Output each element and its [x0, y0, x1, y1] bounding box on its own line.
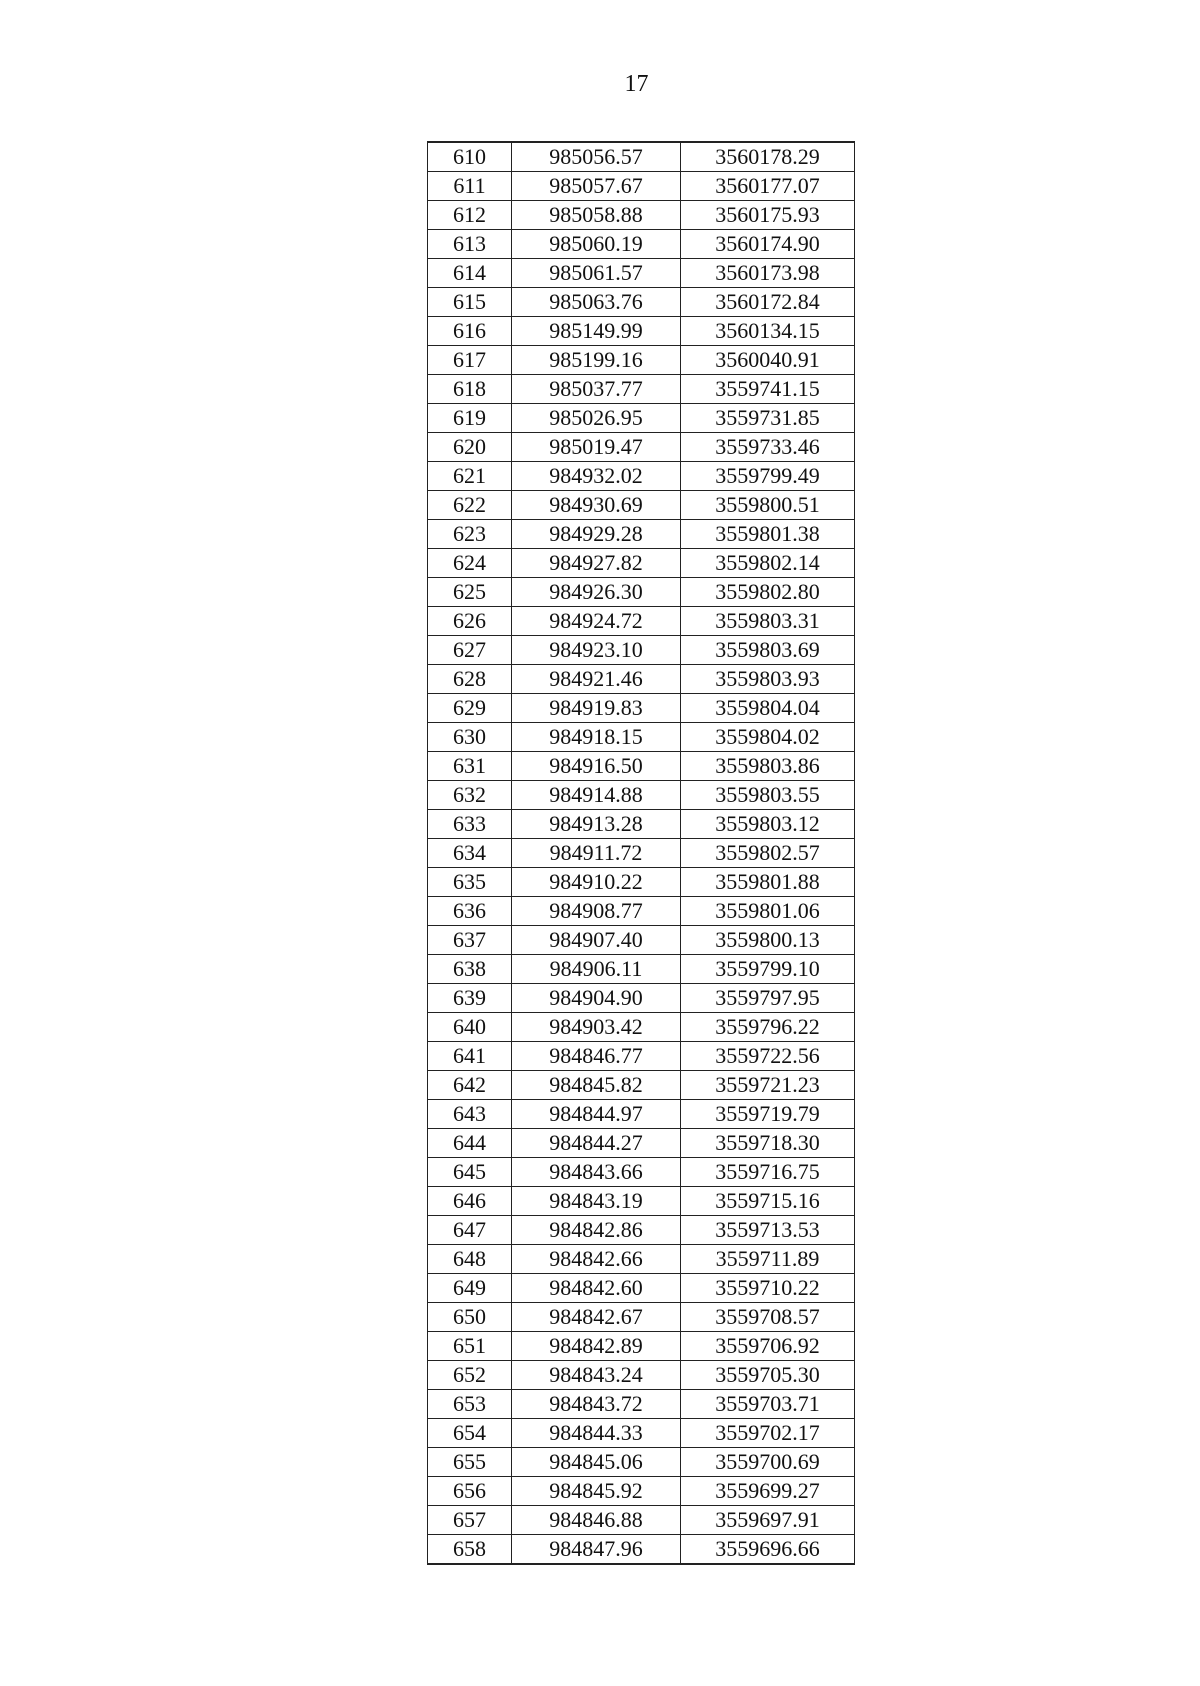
- y-coordinate-cell: 3559731.85: [681, 404, 855, 433]
- point-number-cell: 612: [428, 201, 512, 230]
- x-coordinate-cell: 984911.72: [512, 839, 681, 868]
- point-number-cell: 632: [428, 781, 512, 810]
- x-coordinate-cell: 984932.02: [512, 462, 681, 491]
- table-row: [428, 1042, 855, 1071]
- table-row: [428, 375, 855, 404]
- y-coordinate-cell: 3559721.23: [681, 1071, 855, 1100]
- table-row: [428, 1158, 855, 1187]
- table-row: [428, 636, 855, 665]
- table-row: [428, 694, 855, 723]
- x-coordinate-cell: 985060.19: [512, 230, 681, 259]
- point-number-cell: 653: [428, 1390, 512, 1419]
- x-coordinate-cell: 984844.33: [512, 1419, 681, 1448]
- point-number-cell: 645: [428, 1158, 512, 1187]
- point-number-cell: 637: [428, 926, 512, 955]
- x-coordinate-cell: 984844.97: [512, 1100, 681, 1129]
- point-number-cell: 621: [428, 462, 512, 491]
- table-row: [428, 839, 855, 868]
- y-coordinate-cell: 3560175.93: [681, 201, 855, 230]
- point-number-cell: 631: [428, 752, 512, 781]
- point-number-cell: 649: [428, 1274, 512, 1303]
- point-number-cell: 639: [428, 984, 512, 1013]
- table-row: [428, 897, 855, 926]
- point-number-cell: 626: [428, 607, 512, 636]
- table-row: [428, 1071, 855, 1100]
- table-row: [428, 1535, 855, 1565]
- point-number-cell: 629: [428, 694, 512, 723]
- y-coordinate-cell: 3559804.04: [681, 694, 855, 723]
- point-number-cell: 613: [428, 230, 512, 259]
- y-coordinate-cell: 3559803.86: [681, 752, 855, 781]
- y-coordinate-cell: 3559800.51: [681, 491, 855, 520]
- point-number-cell: 618: [428, 375, 512, 404]
- table-row: [428, 1187, 855, 1216]
- y-coordinate-cell: 3559796.22: [681, 1013, 855, 1042]
- x-coordinate-cell: 984843.24: [512, 1361, 681, 1390]
- x-coordinate-cell: 984913.28: [512, 810, 681, 839]
- point-number-cell: 634: [428, 839, 512, 868]
- y-coordinate-cell: 3560040.91: [681, 346, 855, 375]
- table-row: [428, 578, 855, 607]
- point-number-cell: 638: [428, 955, 512, 984]
- table-row: [428, 1448, 855, 1477]
- y-coordinate-cell: 3559803.12: [681, 810, 855, 839]
- point-number-cell: 624: [428, 549, 512, 578]
- point-number-cell: 636: [428, 897, 512, 926]
- x-coordinate-cell: 984903.42: [512, 1013, 681, 1042]
- x-coordinate-cell: 984845.82: [512, 1071, 681, 1100]
- y-coordinate-cell: 3559710.22: [681, 1274, 855, 1303]
- point-number-cell: 623: [428, 520, 512, 549]
- y-coordinate-cell: 3559722.56: [681, 1042, 855, 1071]
- y-coordinate-cell: 3559718.30: [681, 1129, 855, 1158]
- y-coordinate-cell: 3559804.02: [681, 723, 855, 752]
- x-coordinate-cell: 984842.67: [512, 1303, 681, 1332]
- coordinate-table: [427, 141, 855, 1565]
- table-row: [428, 549, 855, 578]
- y-coordinate-cell: 3559803.93: [681, 665, 855, 694]
- x-coordinate-cell: 984908.77: [512, 897, 681, 926]
- x-coordinate-cell: 985037.77: [512, 375, 681, 404]
- y-coordinate-cell: 3559705.30: [681, 1361, 855, 1390]
- y-coordinate-cell: 3559801.06: [681, 897, 855, 926]
- x-coordinate-cell: 984918.15: [512, 723, 681, 752]
- y-coordinate-cell: 3559799.49: [681, 462, 855, 491]
- x-coordinate-cell: 984842.60: [512, 1274, 681, 1303]
- x-coordinate-cell: 985063.76: [512, 288, 681, 317]
- table-row: [428, 665, 855, 694]
- point-number-cell: 625: [428, 578, 512, 607]
- table-row: [428, 201, 855, 230]
- point-number-cell: 628: [428, 665, 512, 694]
- x-coordinate-cell: 984923.10: [512, 636, 681, 665]
- table-row: [428, 462, 855, 491]
- table-row: [428, 752, 855, 781]
- y-coordinate-cell: 3560178.29: [681, 142, 855, 172]
- table-row: [428, 1361, 855, 1390]
- y-coordinate-cell: 3559700.69: [681, 1448, 855, 1477]
- table-row: [428, 1506, 855, 1535]
- x-coordinate-cell: 985026.95: [512, 404, 681, 433]
- x-coordinate-cell: 984845.06: [512, 1448, 681, 1477]
- y-coordinate-cell: 3559733.46: [681, 433, 855, 462]
- x-coordinate-cell: 984906.11: [512, 955, 681, 984]
- x-coordinate-cell: 984846.77: [512, 1042, 681, 1071]
- point-number-cell: 610: [428, 142, 512, 172]
- point-number-cell: 641: [428, 1042, 512, 1071]
- y-coordinate-cell: 3559715.16: [681, 1187, 855, 1216]
- coordinate-table-body: [428, 142, 855, 1564]
- point-number-cell: 648: [428, 1245, 512, 1274]
- y-coordinate-cell: 3559708.57: [681, 1303, 855, 1332]
- table-row: [428, 317, 855, 346]
- point-number-cell: 642: [428, 1071, 512, 1100]
- table-row: [428, 259, 855, 288]
- point-number-cell: 644: [428, 1129, 512, 1158]
- table-row: [428, 984, 855, 1013]
- y-coordinate-cell: 3559797.95: [681, 984, 855, 1013]
- x-coordinate-cell: 984921.46: [512, 665, 681, 694]
- y-coordinate-cell: 3559800.13: [681, 926, 855, 955]
- point-number-cell: 619: [428, 404, 512, 433]
- y-coordinate-cell: 3559699.27: [681, 1477, 855, 1506]
- point-number-cell: 658: [428, 1535, 512, 1565]
- x-coordinate-cell: 985056.57: [512, 142, 681, 172]
- table-row: [428, 288, 855, 317]
- point-number-cell: 627: [428, 636, 512, 665]
- y-coordinate-cell: 3559802.14: [681, 549, 855, 578]
- y-coordinate-cell: 3560177.07: [681, 172, 855, 201]
- y-coordinate-cell: 3559711.89: [681, 1245, 855, 1274]
- table-row: [428, 607, 855, 636]
- y-coordinate-cell: 3559801.88: [681, 868, 855, 897]
- x-coordinate-cell: 984904.90: [512, 984, 681, 1013]
- table-row: [428, 1419, 855, 1448]
- x-coordinate-cell: 984926.30: [512, 578, 681, 607]
- y-coordinate-cell: 3559803.69: [681, 636, 855, 665]
- x-coordinate-cell: 985149.99: [512, 317, 681, 346]
- y-coordinate-cell: 3559803.55: [681, 781, 855, 810]
- point-number-cell: 633: [428, 810, 512, 839]
- table-row: [428, 1477, 855, 1506]
- point-number-cell: 650: [428, 1303, 512, 1332]
- x-coordinate-cell: 984843.66: [512, 1158, 681, 1187]
- table-row: [428, 810, 855, 839]
- x-coordinate-cell: 984846.88: [512, 1506, 681, 1535]
- x-coordinate-cell: 984929.28: [512, 520, 681, 549]
- x-coordinate-cell: 984930.69: [512, 491, 681, 520]
- table-row: [428, 723, 855, 752]
- y-coordinate-cell: 3560173.98: [681, 259, 855, 288]
- table-row: [428, 433, 855, 462]
- y-coordinate-cell: 3559802.80: [681, 578, 855, 607]
- table-row: [428, 1245, 855, 1274]
- table-row: [428, 230, 855, 259]
- point-number-cell: 616: [428, 317, 512, 346]
- point-number-cell: 611: [428, 172, 512, 201]
- x-coordinate-cell: 984842.89: [512, 1332, 681, 1361]
- point-number-cell: 635: [428, 868, 512, 897]
- x-coordinate-cell: 985199.16: [512, 346, 681, 375]
- table-row: [428, 1303, 855, 1332]
- table-row: [428, 404, 855, 433]
- table-row: [428, 1216, 855, 1245]
- table-row: [428, 781, 855, 810]
- point-number-cell: 643: [428, 1100, 512, 1129]
- x-coordinate-cell: 984843.72: [512, 1390, 681, 1419]
- point-number-cell: 655: [428, 1448, 512, 1477]
- x-coordinate-cell: 985019.47: [512, 433, 681, 462]
- y-coordinate-cell: 3559799.10: [681, 955, 855, 984]
- table-row: [428, 1332, 855, 1361]
- x-coordinate-cell: 984919.83: [512, 694, 681, 723]
- y-coordinate-cell: 3559713.53: [681, 1216, 855, 1245]
- table-row: [428, 142, 855, 172]
- y-coordinate-cell: 3559703.71: [681, 1390, 855, 1419]
- x-coordinate-cell: 984843.19: [512, 1187, 681, 1216]
- point-number-cell: 646: [428, 1187, 512, 1216]
- x-coordinate-cell: 984842.66: [512, 1245, 681, 1274]
- y-coordinate-cell: 3559706.92: [681, 1332, 855, 1361]
- point-number-cell: 652: [428, 1361, 512, 1390]
- point-number-cell: 630: [428, 723, 512, 752]
- y-coordinate-cell: 3559803.31: [681, 607, 855, 636]
- x-coordinate-cell: 984845.92: [512, 1477, 681, 1506]
- point-number-cell: 617: [428, 346, 512, 375]
- x-coordinate-cell: 984842.86: [512, 1216, 681, 1245]
- point-number-cell: 622: [428, 491, 512, 520]
- point-number-cell: 651: [428, 1332, 512, 1361]
- table-row: [428, 926, 855, 955]
- y-coordinate-cell: 3559702.17: [681, 1419, 855, 1448]
- table-row: [428, 1013, 855, 1042]
- y-coordinate-cell: 3560174.90: [681, 230, 855, 259]
- x-coordinate-cell: 984847.96: [512, 1535, 681, 1565]
- y-coordinate-cell: 3559801.38: [681, 520, 855, 549]
- x-coordinate-cell: 985058.88: [512, 201, 681, 230]
- x-coordinate-cell: 984907.40: [512, 926, 681, 955]
- table-row: [428, 1390, 855, 1419]
- page-number: 17: [624, 71, 649, 97]
- point-number-cell: 614: [428, 259, 512, 288]
- y-coordinate-cell: 3559716.75: [681, 1158, 855, 1187]
- y-coordinate-cell: 3559719.79: [681, 1100, 855, 1129]
- x-coordinate-cell: 984844.27: [512, 1129, 681, 1158]
- table-row: [428, 172, 855, 201]
- point-number-cell: 647: [428, 1216, 512, 1245]
- x-coordinate-cell: 984924.72: [512, 607, 681, 636]
- x-coordinate-cell: 985061.57: [512, 259, 681, 288]
- point-number-cell: 657: [428, 1506, 512, 1535]
- y-coordinate-cell: 3559741.15: [681, 375, 855, 404]
- y-coordinate-cell: 3560172.84: [681, 288, 855, 317]
- y-coordinate-cell: 3559696.66: [681, 1535, 855, 1565]
- x-coordinate-cell: 984916.50: [512, 752, 681, 781]
- x-coordinate-cell: 984927.82: [512, 549, 681, 578]
- table-row: [428, 491, 855, 520]
- y-coordinate-cell: 3560134.15: [681, 317, 855, 346]
- point-number-cell: 620: [428, 433, 512, 462]
- y-coordinate-cell: 3559697.91: [681, 1506, 855, 1535]
- x-coordinate-cell: 985057.67: [512, 172, 681, 201]
- table-row: [428, 955, 855, 984]
- point-number-cell: 615: [428, 288, 512, 317]
- table-row: [428, 346, 855, 375]
- point-number-cell: 656: [428, 1477, 512, 1506]
- x-coordinate-cell: 984914.88: [512, 781, 681, 810]
- y-coordinate-cell: 3559802.57: [681, 839, 855, 868]
- point-number-cell: 654: [428, 1419, 512, 1448]
- point-number-cell: 640: [428, 1013, 512, 1042]
- table-row: [428, 868, 855, 897]
- table-row: [428, 1100, 855, 1129]
- x-coordinate-cell: 984910.22: [512, 868, 681, 897]
- table-row: [428, 1274, 855, 1303]
- table-row: [428, 520, 855, 549]
- table-row: [428, 1129, 855, 1158]
